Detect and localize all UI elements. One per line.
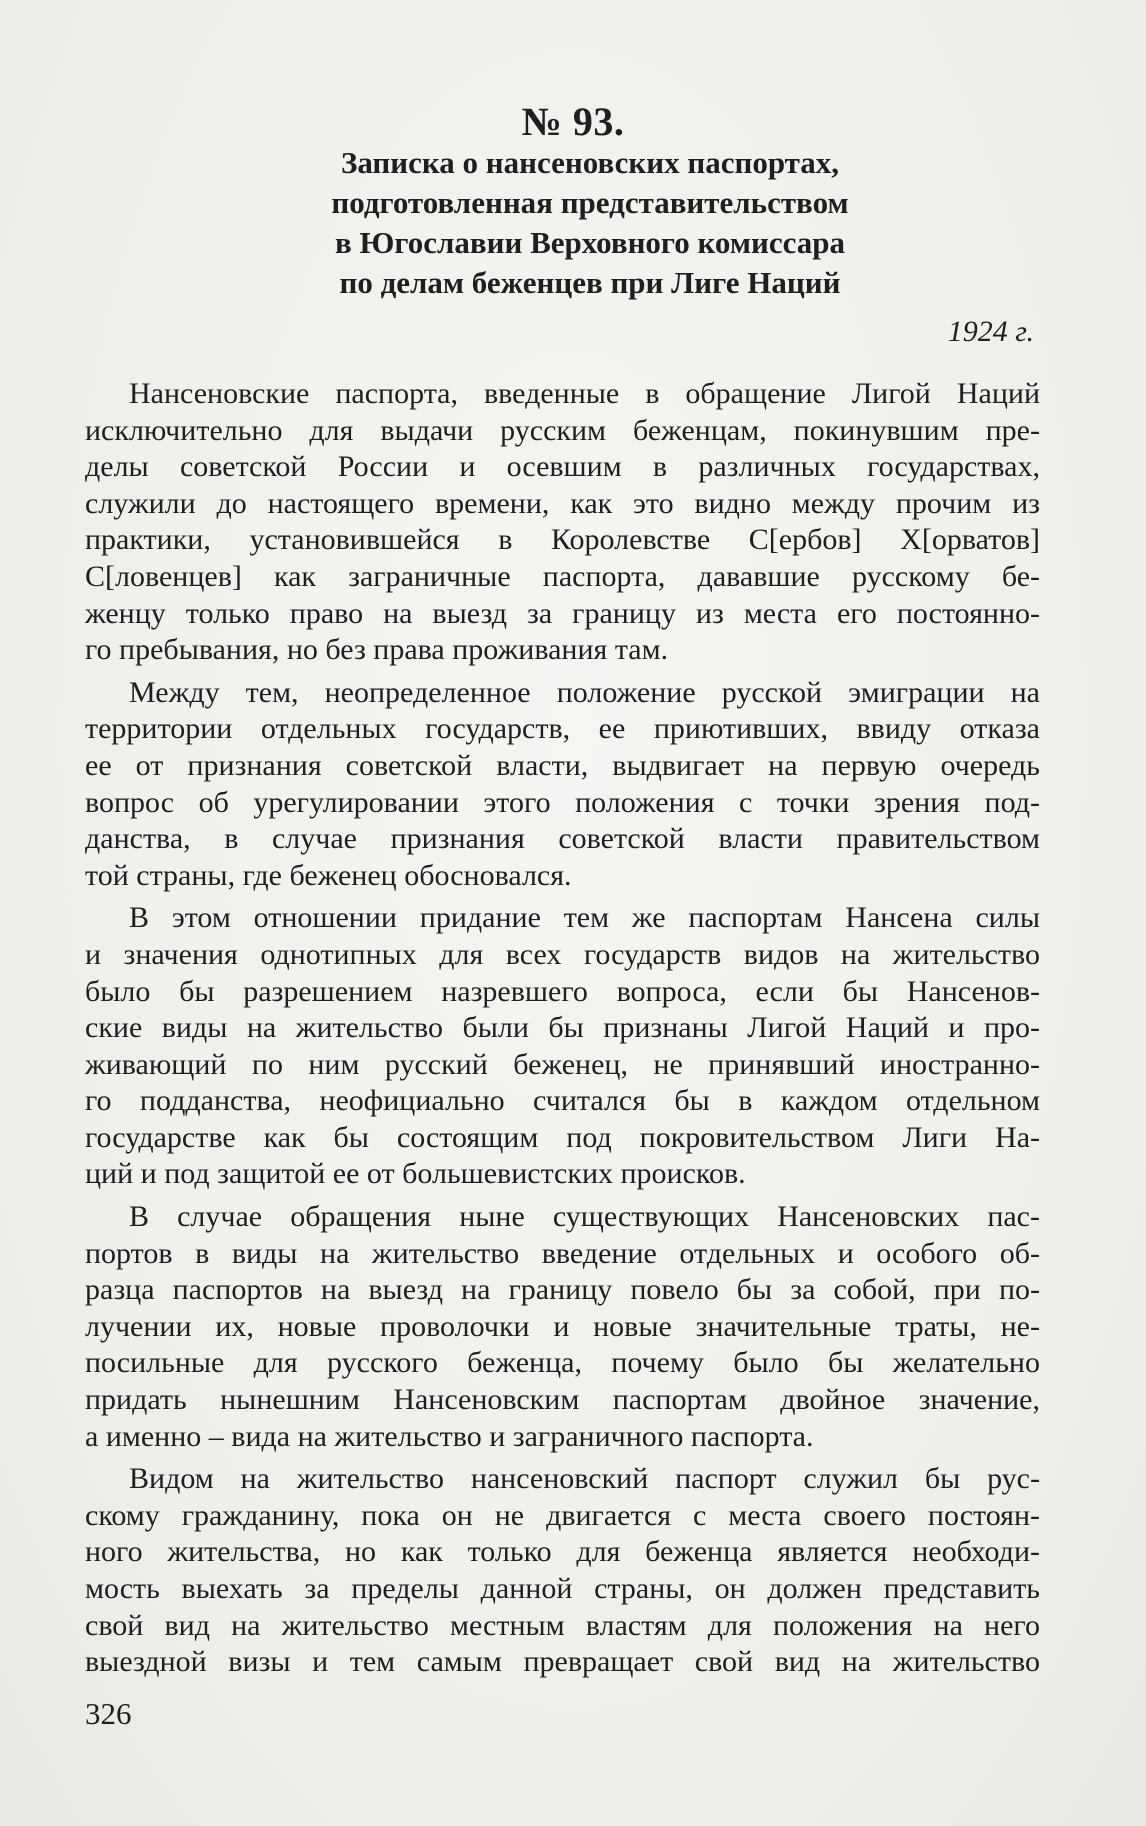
paragraph bbox=[85, 1199, 1040, 1455]
text-line: женцу только право на выезд за границу из места его постоянно- bbox=[85, 596, 1040, 630]
text-line: свой вид на жительство местным властям для положения на него bbox=[85, 1608, 1040, 1642]
text-line: Видом на жительство нансеновский паспорт служил бы рус- bbox=[129, 1462, 1040, 1496]
text-line: вопрос об урегулировании этого положения с точки зрения под- bbox=[85, 785, 1040, 819]
text-line: скому гражданину, пока он не двигается с места своего постоян- bbox=[85, 1498, 1040, 1532]
paragraph bbox=[85, 675, 1040, 895]
document-date: 1924 г. bbox=[947, 315, 1034, 348]
body-text bbox=[85, 376, 1040, 1687]
text-line: исключительно для выдачи русским беженцам, покинувшим пре- bbox=[85, 413, 1040, 447]
text-line: Нансеновские паспорта, введенные в обращение Лигой Наций bbox=[129, 377, 1040, 410]
text-line: государстве как бы состоящим под покровительством Лиги На- bbox=[85, 1120, 1040, 1154]
text-line: разца паспортов на выезд на границу повело бы за собой, при по- bbox=[85, 1273, 1040, 1307]
title-line: по делам беженцев при Лиге Наций bbox=[339, 265, 841, 300]
text-line: той страны, где беженец обосновался. bbox=[85, 858, 572, 892]
text-line: придать нынешним Нансеновским паспортам двойное значение, bbox=[85, 1383, 1040, 1417]
text-line: ций и под защитой ее от большевистских происков. bbox=[85, 1157, 746, 1191]
text-line: ее от признания советской власти, выдвигает на первую очередь bbox=[85, 748, 1040, 782]
document-title bbox=[160, 143, 1020, 303]
text-line: территории отдельных государств, ее приютивших, ввиду отказа bbox=[85, 712, 1040, 746]
document-number: № 93. bbox=[521, 99, 625, 144]
text-line: живающий по ним русский беженец, не принявший иностранно- bbox=[85, 1047, 1040, 1081]
text-line: и значения однотипных для всех государств видов на жительство bbox=[85, 937, 1040, 971]
title-line: в Югославии Верховного комиссара bbox=[335, 225, 845, 260]
text-line: практики, установившейся в Королевстве С[ербов] Х[орватов] bbox=[85, 523, 1040, 557]
title-line: Записка о нансеновских паспортах, bbox=[340, 145, 840, 180]
text-line: В случае обращения ныне существующих Нансеновских пас- bbox=[129, 1200, 1040, 1234]
text-line: мость выехать за пределы данной страны, он должен представить bbox=[85, 1572, 1040, 1605]
text-line: было бы разрешением назревшего вопроса, если бы Нансенов- bbox=[85, 974, 1040, 1008]
paragraph bbox=[85, 900, 1040, 1193]
text-line: Между тем, неопределенное положение русской эмиграции на bbox=[129, 675, 1040, 709]
text-line: В этом отношении придание тем же паспортам Нансена силы bbox=[129, 901, 1040, 935]
text-line: выездной визы и тем самым превращает свой вид на жительство bbox=[85, 1645, 1040, 1679]
text-line: служили до настоящего времени, как это видно между прочим из bbox=[85, 486, 1040, 520]
title-line: подготовленная представительством bbox=[331, 185, 849, 220]
text-line: ного жительства, но как только для беженца является необходи- bbox=[85, 1535, 1040, 1569]
text-line: лучении их, новые проволочки и новые значительные траты, не- bbox=[85, 1309, 1040, 1343]
text-line: делы советской России и осевшим в различных государствах, bbox=[85, 450, 1040, 484]
text-line: ские виды на жительство были бы признаны Лигой Наций и про- bbox=[85, 1011, 1040, 1045]
text-line: го подданства, неофициально считался бы в каждом отдельном bbox=[85, 1084, 1040, 1118]
text-line: С[ловенцев] как заграничные паспорта, дававшие русскому бе- bbox=[85, 559, 1040, 593]
text-line: го пребывания, но без права проживания там. bbox=[85, 633, 669, 667]
text-line: данства, в случае признания советской власти правительством bbox=[85, 822, 1040, 856]
page-number: 326 bbox=[85, 1696, 132, 1731]
paragraph bbox=[85, 1461, 1040, 1681]
paragraph bbox=[85, 376, 1040, 669]
text-line: посильные для русского беженца, почему было бы желательно bbox=[85, 1346, 1040, 1380]
text-line: а именно – вида на жительство и заграничного паспорта. bbox=[85, 1419, 814, 1453]
text-line: портов в виды на жительство введение отдельных и особого об- bbox=[85, 1236, 1040, 1270]
